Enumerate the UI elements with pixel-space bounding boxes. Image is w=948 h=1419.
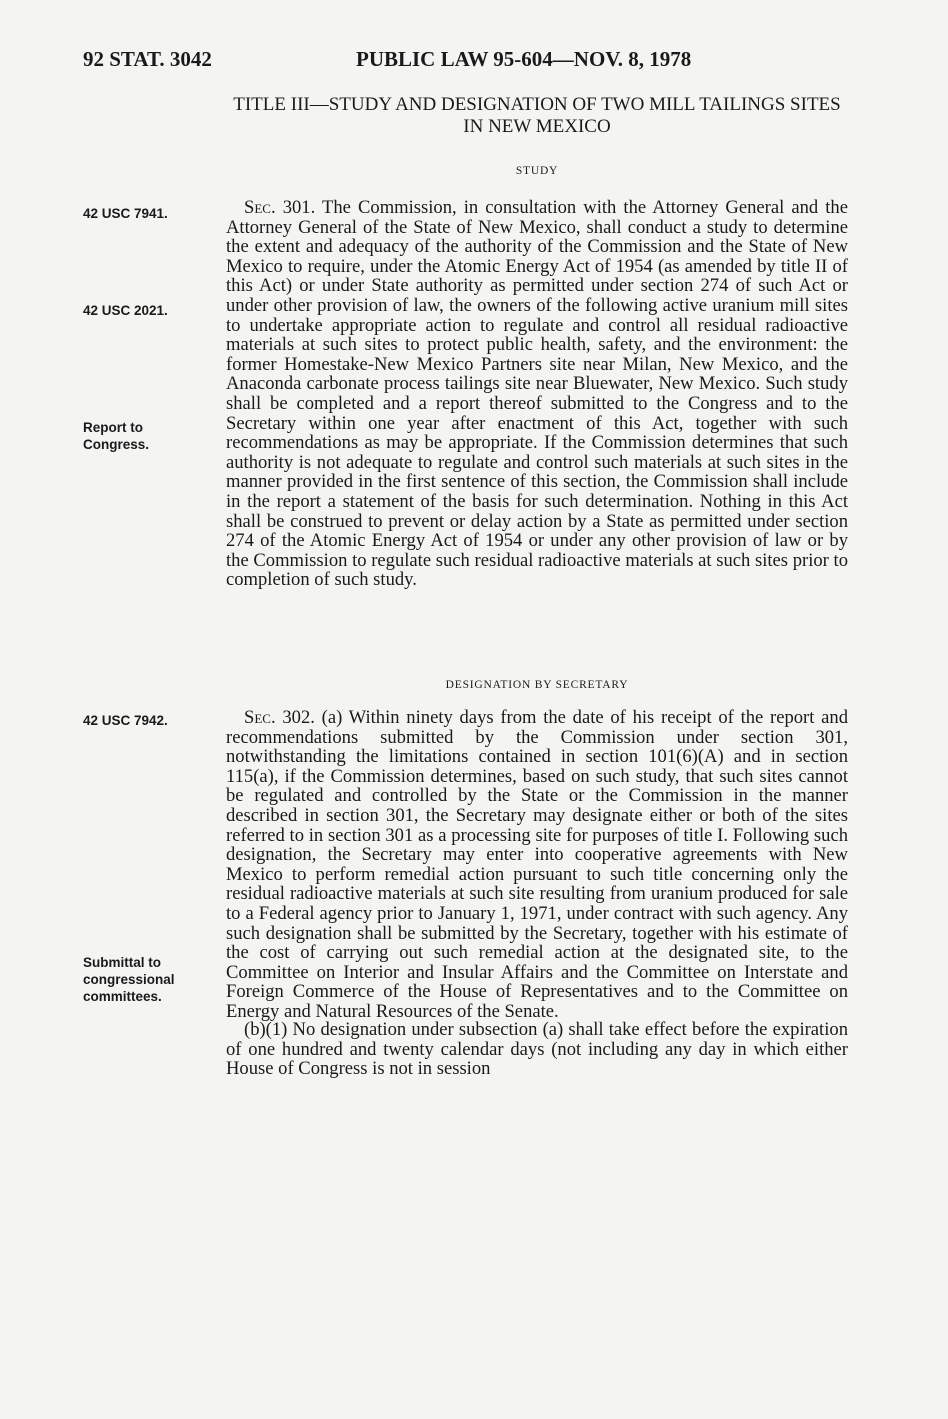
margin-note-usc-2021: 42 USC 2021. <box>83 303 168 318</box>
margin-note-report-to-congress: Report to Congress. <box>83 420 150 452</box>
margin-note-submittal: Submittal to congressional committees. <box>83 955 175 1004</box>
section-301-text: 301. The Commission, in consultation with the Attorney General and the Attorney General of the State of New Mexico, shall conduct a study to determine the extent and adequacy of the authority of the Commission and the State of New Mexico to require, under the Atomic Energy Act of 1954 (as amended by title II of this Act) or under State authority as permitted under section 274 of such Act or under other provision of law, the owners of the following active uranium mill sites to undertake appropriate action to regulate and control all residual radioactive materials at such sites to protect public health, safety, and the environment: the former Homestake-New Mexico Partners site near Milan, New Mexico, and the Anaconda carbonate process tailings site near Bluewater, New Mexico. Such study shall be completed and a report thereof submitted to the Congress and to the Secretary within one year after enactment of this Act, together with such recommendations as may be appropriate. If the Commission determines that such authority is not adequate to regulate and control such materials at such sites in the manner provided in the first sentence of this section, the Commission shall include in the report a statement of the basis for such determination. Nothing in this Act shall be construed to prevent or delay action by a State as permitted under section 274 of the Atomic Energy Act of 1954 or under any other provision of law or by the Commission to regulate such residual radioactive materials at such sites prior to completion of such study. <box>226 197 848 591</box>
section-301-label: Sec. <box>244 197 276 218</box>
section-302-text: 302. (a) Within ninety days from the date of his receipt of the report and recommendations submitted by the Commission under section 301, notwithstanding the limitations contained in section 101(6)(A) and in section 115(a), if the Commission determines, based on such study, that such sites cannot be regulated and controlled by the State or the Commission in the manner described in section 301, the Secretary may designate either or both of the sites referred to in section 301 as a processing site for purposes of title I. Following such designation, the Secretary may enter into cooperative agreements with New Mexico to perform remedial action pursuant to such title concerning only the residual radioactive materials at such site resulting from uranium produced for sale to a Federal agency prior to January 1, 1971, under contract with such agency. Any such designation shall be submitted by the Secretary, together with his estimate of the cost of carrying out such remedial action at the designated site, to the Committee on Interior and Insular Affairs and the Committee on Interstate and Foreign Commerce of the House of Representatives and to the Committee on Energy and Natural Resources of the Senate. <box>226 707 848 1022</box>
margin-note-usc-7942: 42 USC 7942. <box>83 713 168 728</box>
section-302b-text: (b)(1) No designation under subsection (a) shall take effect before the expiration of one hundred and twenty calendar days (not including any day in which either House of Congress is not in session <box>226 1019 848 1080</box>
section-301-paragraph <box>226 198 848 590</box>
section-302-paragraph <box>226 708 848 1022</box>
title-heading: TITLE III—STUDY AND DESIGNATION OF TWO MILL TAILINGS SITES IN NEW MEXICO <box>233 94 841 137</box>
page-header-stat: 92 STAT. 3042 <box>83 47 212 71</box>
margin-note-usc-7941: 42 USC 7941. <box>83 206 168 221</box>
study-heading: STUDY <box>515 165 559 177</box>
section-302-label: Sec. <box>244 707 276 728</box>
designation-heading: DESIGNATION BY SECRETARY <box>445 679 629 691</box>
page-header-law: PUBLIC LAW 95-604—NOV. 8, 1978 <box>356 47 692 71</box>
section-302b-paragraph <box>226 1020 848 1079</box>
